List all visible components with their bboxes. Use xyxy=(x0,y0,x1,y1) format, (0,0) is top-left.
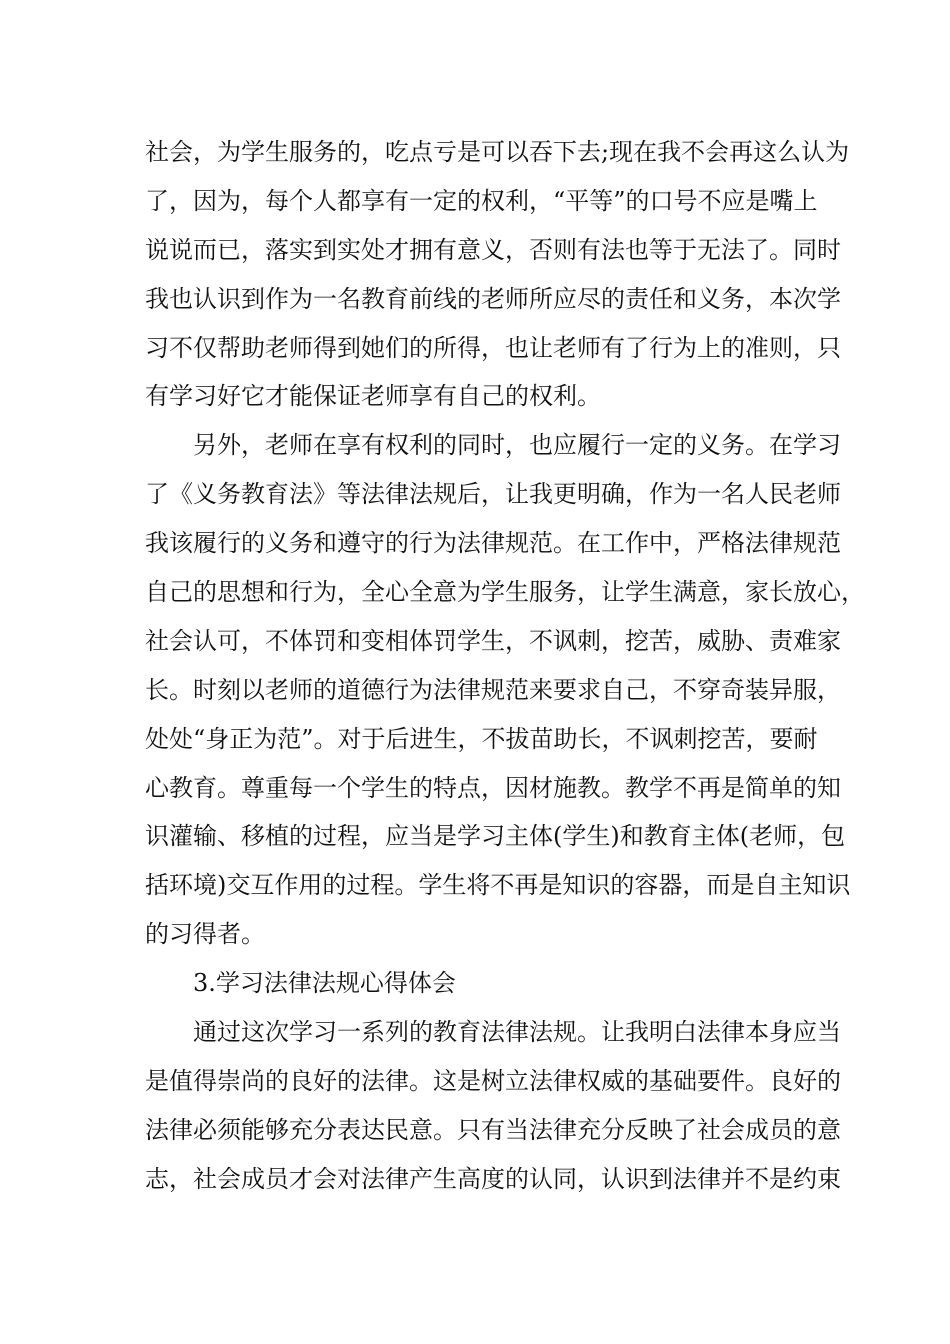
text-line: 有学习好它才能保证老师享有自己的权利。 xyxy=(145,382,601,411)
body-text xyxy=(145,128,865,1204)
text-line: 了，因为，每个人都享有一定的权利，“平等”的口号不应是嘴上 xyxy=(145,186,818,215)
section-heading: 3.学习法律法规心得体会 xyxy=(193,969,456,998)
text-line: 说说而已，落实到实处才拥有意义，否则有法也等于无法了。同时 xyxy=(145,235,841,264)
text-line: 社会，为学生服务的，吃点亏是可以吞下去;现在我不会再这么认为 xyxy=(145,138,850,166)
text-line: 志，社会成员才会对法律产生高度的认同，认识到法律并不是约束 xyxy=(145,1164,841,1193)
text-line: 括环境)交互作用的过程。学生将不再是知识的容器，而是自主知识 xyxy=(145,871,851,900)
text-line: 长。时刻以老师的道德行为法律规范来要求自己，不穿奇装异服， xyxy=(145,675,841,704)
text-line: 的习得者。 xyxy=(145,920,265,949)
text-line: 通过这次学习一系列的教育法律法规。让我明白法律本身应当 xyxy=(193,1018,841,1047)
text-line: 心教育。尊重每一个学生的特点，因材施教。教学不再是简单的知 xyxy=(145,773,841,802)
text-line: 是值得崇尚的良好的法律。这是树立法律权威的基础要件。良好的 xyxy=(145,1066,841,1095)
text-line: 了《义务教育法》等法律法规后，让我更明确，作为一名人民老师 xyxy=(145,480,841,509)
text-line: 我也认识到作为一名教育前线的老师所应尽的责任和义务，本次学 xyxy=(145,284,841,313)
text-line: 我该履行的义务和遵守的行为法律规范。在工作中，严格法律规范 xyxy=(145,529,841,558)
text-line: 另外，老师在享有权利的同时，也应履行一定的义务。在学习 xyxy=(193,431,841,460)
text-line: 自己的思想和行为，全心全意为学生服务，让学生满意，家长放心， xyxy=(145,578,865,607)
text-line: 处处“身正为范”。对于后进生，不拔苗助长，不讽刺挖苦，要耐 xyxy=(145,724,818,753)
text-line: 习不仅帮助老师得到她们的所得，也让老师有了行为上的准则，只 xyxy=(145,333,841,362)
text-line: 识灌输、移植的过程，应当是学习主体(学生)和教育主体(老师，包 xyxy=(145,822,846,851)
text-line: 法律必须能够充分表达民意。只有当法律充分反映了社会成员的意 xyxy=(145,1115,841,1144)
text-line: 社会认可，不体罚和变相体罚学生，不讽刺，挖苦，威胁、责难家 xyxy=(145,626,841,655)
